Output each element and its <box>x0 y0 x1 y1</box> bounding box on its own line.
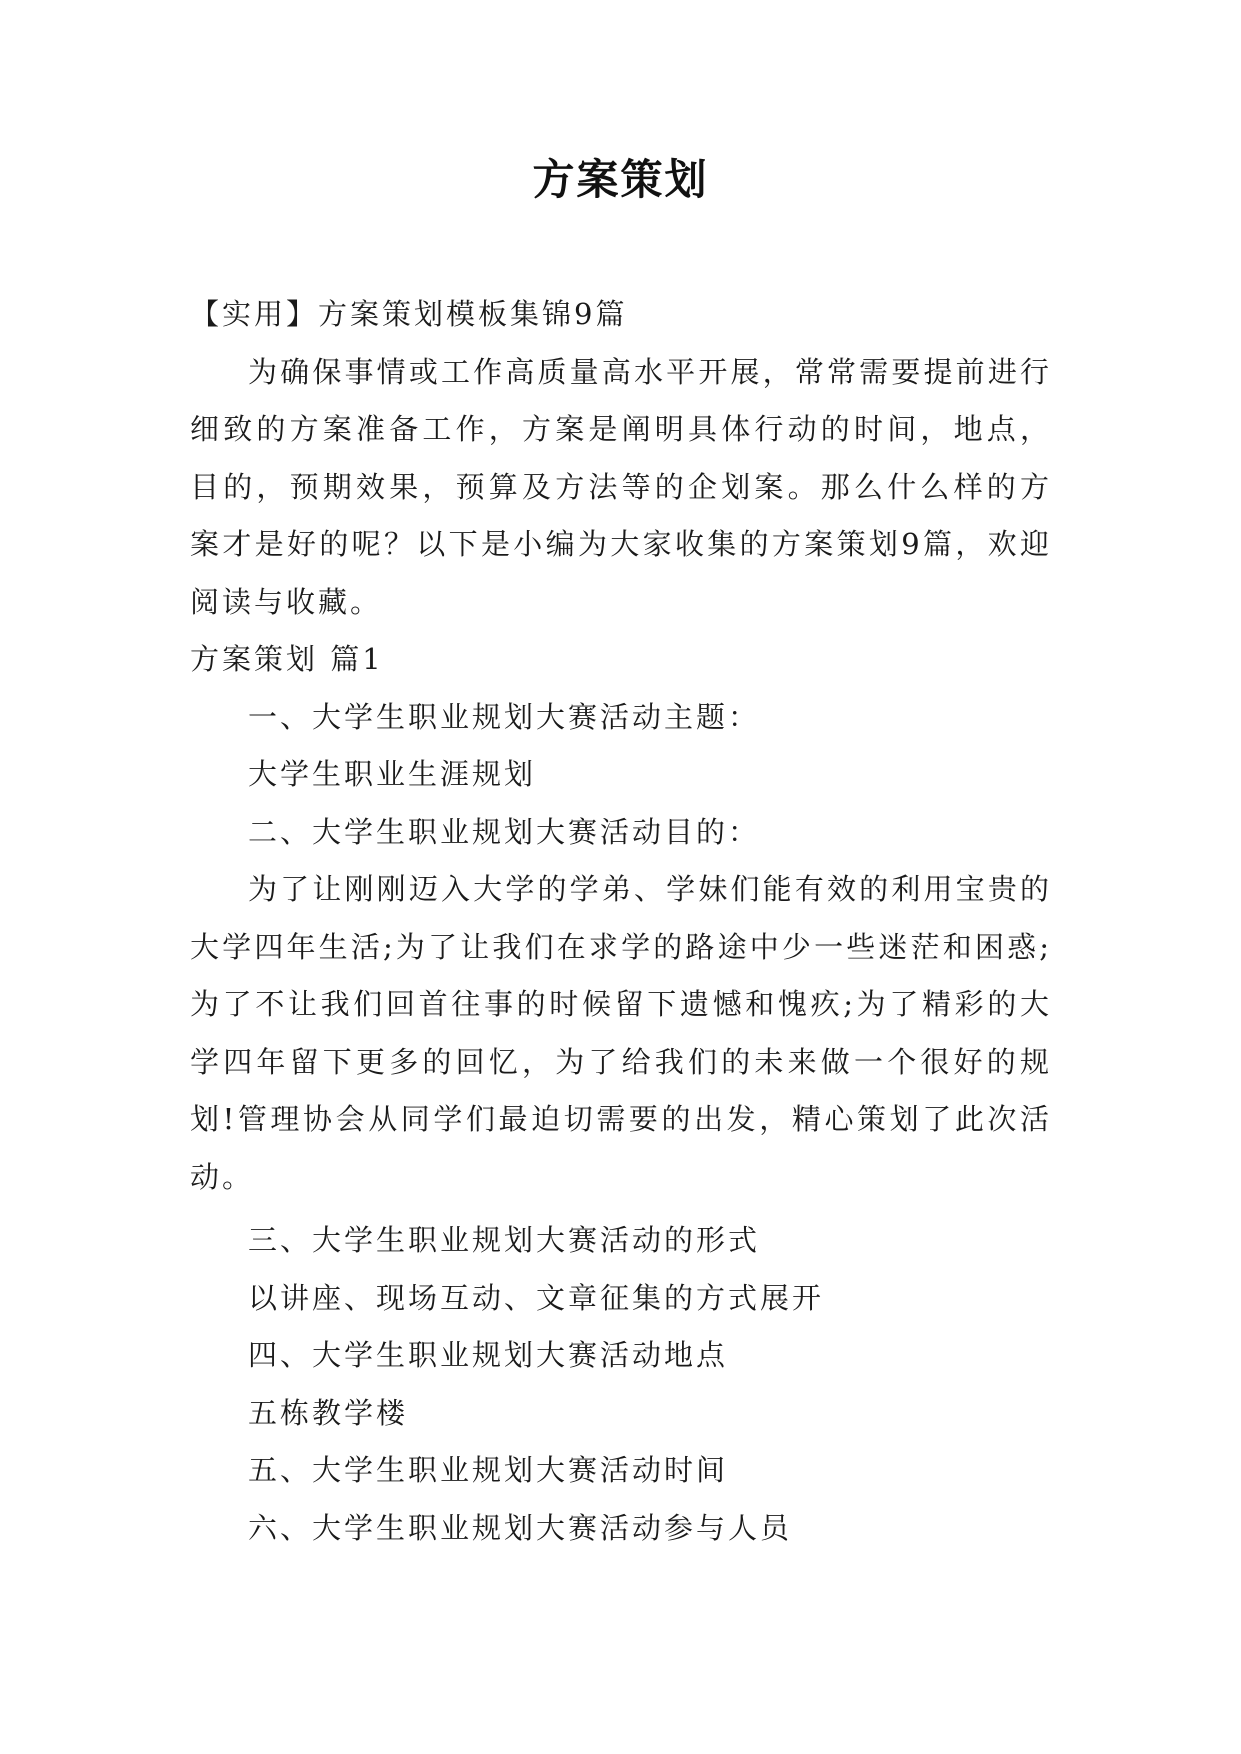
paragraph: 一、大学生职业规划大赛活动主题： <box>248 699 761 734</box>
paragraph: 大学生职业生涯规划 <box>248 757 537 791</box>
document-body <box>190 286 1052 1557</box>
document-title: 方案策划 <box>532 155 709 204</box>
paragraph: 为了让刚刚迈入大学的学弟、学妹们能有效的利用宝贵的大学四年生活;为了让我们在求学的路途中少一些迷茫和困惑;为了不让我们回首往事的时候留下遗憾和愧疚;为了精彩的大学四年留下更多的回忆，为了给我们的未来做一个很好的规划!管理协会从同学们最迫切需要的出发，精心策划了此次活动。 <box>190 872 1052 1194</box>
paragraph: 六、大学生职业规划大赛活动参与人员 <box>248 1510 793 1545</box>
section-heading: 方案策划 篇1 <box>190 642 384 676</box>
paragraph: 以讲座、现场互动、文章征集的方式展开 <box>248 1280 825 1315</box>
intro-paragraph: 为确保事情或工作高质量高水平开展，常常需要提前进行细致的方案准备工作，方案是阐明具体行动的时间，地点，目的，预期效果，预算及方法等的企划案。那么什么样的方案才是好的呢？以下是小编为大家收集的方案策划9篇，欢迎阅读与收藏。 <box>190 354 1052 619</box>
paragraph: 五栋教学楼 <box>248 1395 409 1430</box>
paragraph: 四、大学生职业规划大赛活动地点 <box>248 1338 729 1372</box>
document-subtitle: 【实用】方案策划模板集锦9篇 <box>190 297 628 331</box>
paragraph: 五、大学生职业规划大赛活动时间 <box>248 1453 729 1487</box>
paragraph: 三、大学生职业规划大赛活动的形式 <box>248 1223 761 1257</box>
paragraph: 二、大学生职业规划大赛活动目的： <box>248 814 761 849</box>
